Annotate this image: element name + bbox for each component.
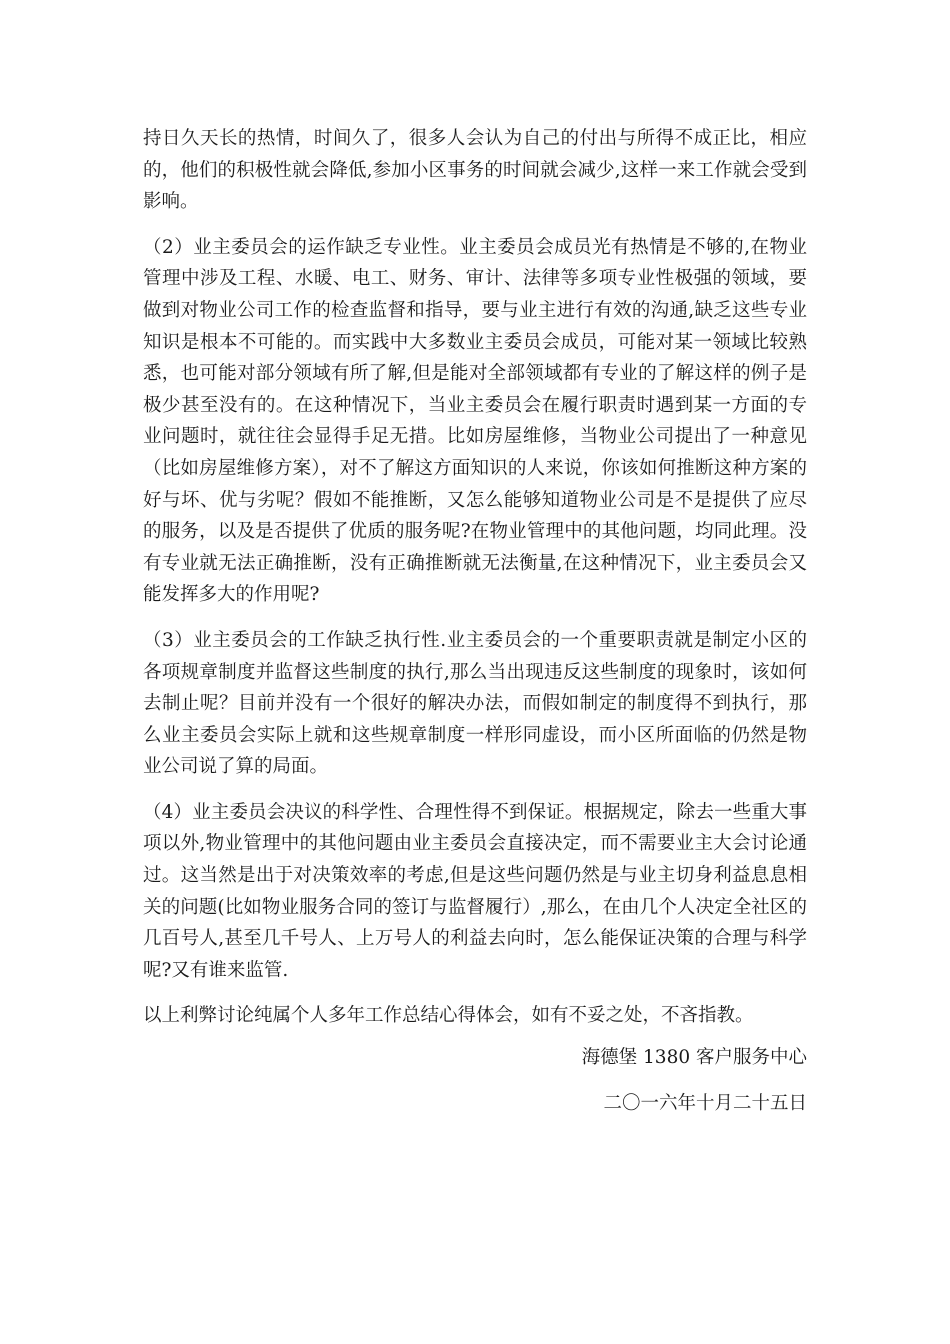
paragraph-continuation: 持日久天长的热情，时间久了，很多人会认为自己的付出与所得不成正比，相应的，他们的积极性就会降低,参加小区事务的时间就会减少,这样一来工作就会受到影响。 [143, 128, 807, 213]
paragraph-point-4: （4）业主委员会决议的科学性、合理性得不到保证。根据规定，除去一些重大事项以外,物业管理中的其他问题由业主委员会直接决定，而不需要业主大会讨论通过。这当然是出于对决策效率的考虑,但是这些问题仍然是与业主切身利益息息相关的问题(比如物业服务合同的签订与监督履行）,那么，在由几个人决定全社区的几百号人,甚至几千号人、上万号人的利益去向时，怎么能保证决策的合理与科学呢?又有谁来监管. [143, 801, 807, 981]
document-page [143, 123, 807, 1119]
signature-organization: 海德堡 1380 客户服务中心 [581, 1047, 807, 1069]
paragraph-closing: 以上利弊讨论纯属个人多年工作总结心得体会，如有不妥之处，不吝指教。 [143, 1005, 754, 1027]
signature-date: 二〇一六年十月二十五日 [603, 1092, 807, 1114]
paragraph-point-3: （3）业主委员会的工作缺乏执行性.业主委员会的一个重要职责就是制定小区的各项规章制度并监督这些制度的执行,那么当出现违反这些制度的现象时，该如何去制止呢？目前并没有一个很好的解决办法，而假如制定的制度得不到执行，那么业主委员会实际上就和这些规章制度一样形同虚设，而小区所面临的仍然是物业公司说了算的局面。 [143, 629, 807, 778]
paragraph-point-2: （2）业主委员会的运作缺乏专业性。业主委员会成员光有热情是不够的,在物业管理中涉及工程、水暖、电工、财务、审计、法律等多项专业性极强的领域，要做到对物业公司工作的检查监督和指导，要与业主进行有效的沟通,缺乏这些专业知识是根本不可能的。而实践中大多数业主委员会成员，可能对某一领域比较熟悉，也可能对部分领域有所了解,但是能对全部领域都有专业的了解这样的例子是极少甚至没有的。在这种情况下，当业主委员会在履行职责时遇到某一方面的专业问题时，就往往会显得手足无措。比如房屋维修，当物业公司提出了一种意见（比如房屋维修方案），对不了解这方面知识的人来说，你该如何推断这种方案的好与坏、优与劣呢？假如不能推断，又怎么能够知道物业公司是不是提供了应尽的服务，以及是否提供了优质的服务呢?在物业管理中的其他问题，均同此理。没有专业就无法正确推断，没有正确推断就无法衡量,在这种情况下，业主委员会又能发挥多大的作用呢? [143, 236, 807, 606]
